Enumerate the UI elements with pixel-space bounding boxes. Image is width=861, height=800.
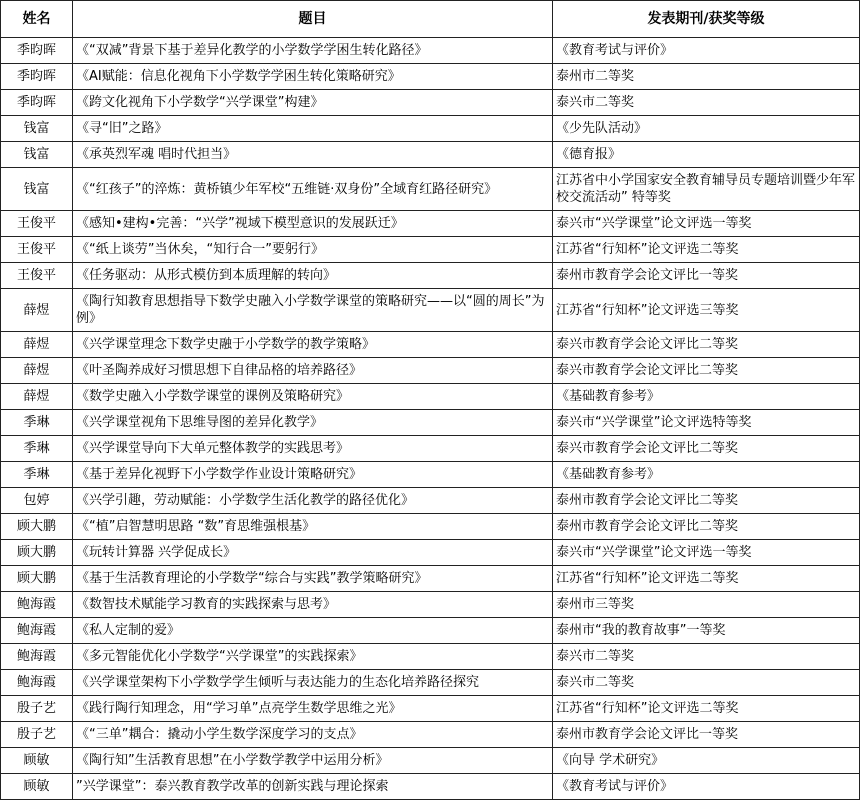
cell-title: 《玩转计算器 兴学促成长》 bbox=[73, 540, 553, 566]
cell-title: 《多元智能优化小学数学“兴学课堂”的实践探索》 bbox=[73, 644, 553, 670]
cell-publication: 《德育报》 bbox=[553, 142, 860, 168]
cell-publication: 《教育考试与评价》 bbox=[553, 774, 860, 800]
cell-publication: 泰州市“我的教育故事”一等奖 bbox=[553, 618, 860, 644]
table-row bbox=[1, 696, 860, 722]
header-row bbox=[1, 1, 860, 38]
cell-name: 包婷 bbox=[1, 488, 73, 514]
cell-name: 季昀晖 bbox=[1, 90, 73, 116]
table-row bbox=[1, 488, 860, 514]
cell-publication: 泰兴市教育学会论文评比二等奖 bbox=[553, 436, 860, 462]
cell-title: 《寻“旧”之路》 bbox=[73, 116, 553, 142]
cell-title: 《任务驱动：从形式模仿到本质理解的转向》 bbox=[73, 263, 553, 289]
cell-publication: 《基础教育参考》 bbox=[553, 462, 860, 488]
cell-publication: 泰兴市二等奖 bbox=[553, 644, 860, 670]
cell-title: 《私人定制的爱》 bbox=[73, 618, 553, 644]
cell-name: 鲍海霞 bbox=[1, 644, 73, 670]
cell-name: 季琳 bbox=[1, 436, 73, 462]
header-name: 姓名 bbox=[1, 1, 73, 38]
cell-publication: 《向导 学术研究》 bbox=[553, 748, 860, 774]
cell-publication: 《少先队活动》 bbox=[553, 116, 860, 142]
cell-title: 《陶行知教育思想指导下数学史融入小学数学课堂的策略研究——以“圆的周长”为例》 bbox=[73, 289, 553, 332]
table-row bbox=[1, 237, 860, 263]
cell-name: 鲍海霞 bbox=[1, 592, 73, 618]
cell-title: 《兴学课堂架构下小学数学学生倾听与表达能力的生态化培养路径探究 bbox=[73, 670, 553, 696]
cell-title: 《兴学课堂理念下数学史融于小学数学的教学策略》 bbox=[73, 332, 553, 358]
table-row bbox=[1, 332, 860, 358]
cell-name: 薛煜 bbox=[1, 358, 73, 384]
cell-title: 《基于生活教育理论的小学数学“综合与实践”教学策略研究》 bbox=[73, 566, 553, 592]
cell-title: 《“植”启智慧明思路 “数”育思维强根基》 bbox=[73, 514, 553, 540]
cell-name: 顾敏 bbox=[1, 748, 73, 774]
cell-publication: 《基础教育参考》 bbox=[553, 384, 860, 410]
table-row bbox=[1, 670, 860, 696]
cell-title: 《兴学课堂导向下大单元整体教学的实践思考》 bbox=[73, 436, 553, 462]
table-row bbox=[1, 263, 860, 289]
cell-name: 季琳 bbox=[1, 462, 73, 488]
cell-name: 顾大鹏 bbox=[1, 566, 73, 592]
cell-name: 顾敏 bbox=[1, 774, 73, 800]
cell-name: 季昀晖 bbox=[1, 38, 73, 64]
cell-name: 王俊平 bbox=[1, 237, 73, 263]
cell-title: 《感知•建构•完善：“兴学”视域下模型意识的发展跃迁》 bbox=[73, 211, 553, 237]
cell-title: 《AI赋能：信息化视角下小学数学学困生转化策略研究》 bbox=[73, 64, 553, 90]
table-row bbox=[1, 90, 860, 116]
cell-name: 殷子艺 bbox=[1, 696, 73, 722]
table-row bbox=[1, 142, 860, 168]
cell-title: 《数学史融入小学数学课堂的课例及策略研究》 bbox=[73, 384, 553, 410]
cell-title: 《践行陶行知理念，用“学习单”点亮学生数学思维之光》 bbox=[73, 696, 553, 722]
table-row bbox=[1, 64, 860, 90]
cell-publication: 江苏省“行知杯”论文评选三等奖 bbox=[553, 289, 860, 332]
table-row bbox=[1, 211, 860, 237]
table-row bbox=[1, 384, 860, 410]
cell-publication: 泰兴市“兴学课堂”论文评选一等奖 bbox=[553, 540, 860, 566]
cell-name: 钱富 bbox=[1, 168, 73, 211]
cell-publication: 泰兴市教育学会论文评比二等奖 bbox=[553, 358, 860, 384]
cell-title: 《承英烈军魂 唱时代担当》 bbox=[73, 142, 553, 168]
table-row bbox=[1, 289, 860, 332]
cell-publication: 泰兴市“兴学课堂”论文评选一等奖 bbox=[553, 211, 860, 237]
cell-publication: 江苏省“行知杯”论文评选二等奖 bbox=[553, 566, 860, 592]
table-row bbox=[1, 748, 860, 774]
cell-title: 《“三单”耦合：撬动小学生数学深度学习的支点》 bbox=[73, 722, 553, 748]
cell-publication: 泰州市教育学会论文评比一等奖 bbox=[553, 263, 860, 289]
cell-name: 薛煜 bbox=[1, 289, 73, 332]
cell-title: ”兴学课堂”：泰兴教育教学改革的创新实践与理论探索 bbox=[73, 774, 553, 800]
cell-name: 殷子艺 bbox=[1, 722, 73, 748]
cell-publication: 泰兴市教育学会论文评比二等奖 bbox=[553, 332, 860, 358]
cell-title: 《陶行知”生活教育思想”在小学数学教学中运用分析》 bbox=[73, 748, 553, 774]
cell-title: 《兴学引趣，劳动赋能：小学数学生活化教学的路径优化》 bbox=[73, 488, 553, 514]
cell-publication: 《教育考试与评价》 bbox=[553, 38, 860, 64]
cell-title: 《叶圣陶养成好习惯思想下自律品格的培养路径》 bbox=[73, 358, 553, 384]
cell-name: 钱富 bbox=[1, 142, 73, 168]
cell-title: 《“红孩子”的淬炼：黄桥镇少年军校“五维链·双身份”全域育红路径研究》 bbox=[73, 168, 553, 211]
cell-publication: 江苏省中小学国家安全教育辅导员专题培训暨少年军校交流活动” 特等奖 bbox=[553, 168, 860, 211]
cell-publication: 泰州市三等奖 bbox=[553, 592, 860, 618]
cell-title: 《“双减”背景下基于差异化教学的小学数学学困生转化路径》 bbox=[73, 38, 553, 64]
table-row bbox=[1, 514, 860, 540]
cell-name: 钱富 bbox=[1, 116, 73, 142]
cell-name: 薛煜 bbox=[1, 384, 73, 410]
cell-publication: 泰州市教育学会论文评比二等奖 bbox=[553, 488, 860, 514]
table-row bbox=[1, 168, 860, 211]
table-row bbox=[1, 618, 860, 644]
table-row bbox=[1, 116, 860, 142]
cell-publication: 泰兴市二等奖 bbox=[553, 670, 860, 696]
table-row bbox=[1, 38, 860, 64]
cell-name: 鲍海霞 bbox=[1, 618, 73, 644]
cell-publication: 泰州市教育学会论文评比一等奖 bbox=[553, 722, 860, 748]
cell-title: 《“纸上谈劳”当休矣，“知行合一”要躬行》 bbox=[73, 237, 553, 263]
table-row bbox=[1, 644, 860, 670]
cell-publication: 泰兴市二等奖 bbox=[553, 90, 860, 116]
cell-name: 王俊平 bbox=[1, 263, 73, 289]
cell-publication: 江苏省“行知杯”论文评选二等奖 bbox=[553, 237, 860, 263]
table-row bbox=[1, 540, 860, 566]
table-row bbox=[1, 436, 860, 462]
cell-name: 季昀晖 bbox=[1, 64, 73, 90]
cell-name: 季琳 bbox=[1, 410, 73, 436]
cell-publication: 泰州市教育学会论文评比二等奖 bbox=[553, 514, 860, 540]
table-row bbox=[1, 592, 860, 618]
table-row bbox=[1, 722, 860, 748]
cell-name: 鲍海霞 bbox=[1, 670, 73, 696]
cell-title: 《基于差异化视野下小学数学作业设计策略研究》 bbox=[73, 462, 553, 488]
header-title: 题目 bbox=[73, 1, 553, 38]
header-publication: 发表期刊/获奖等级 bbox=[553, 1, 860, 38]
cell-publication: 江苏省“行知杯”论文评选二等奖 bbox=[553, 696, 860, 722]
table-body bbox=[1, 38, 860, 800]
table-row bbox=[1, 566, 860, 592]
table-row bbox=[1, 410, 860, 436]
cell-title: 《兴学课堂视角下思维导图的差异化教学》 bbox=[73, 410, 553, 436]
cell-title: 《数智技术赋能学习教育的实践探索与思考》 bbox=[73, 592, 553, 618]
table-row bbox=[1, 462, 860, 488]
cell-title: 《跨文化视角下小学数学“兴学课堂”构建》 bbox=[73, 90, 553, 116]
cell-name: 王俊平 bbox=[1, 211, 73, 237]
cell-name: 顾大鹏 bbox=[1, 540, 73, 566]
table-row bbox=[1, 774, 860, 800]
table-row bbox=[1, 358, 860, 384]
cell-publication: 泰兴市“兴学课堂”论文评选特等奖 bbox=[553, 410, 860, 436]
cell-name: 顾大鹏 bbox=[1, 514, 73, 540]
cell-publication: 泰州市二等奖 bbox=[553, 64, 860, 90]
cell-name: 薛煜 bbox=[1, 332, 73, 358]
